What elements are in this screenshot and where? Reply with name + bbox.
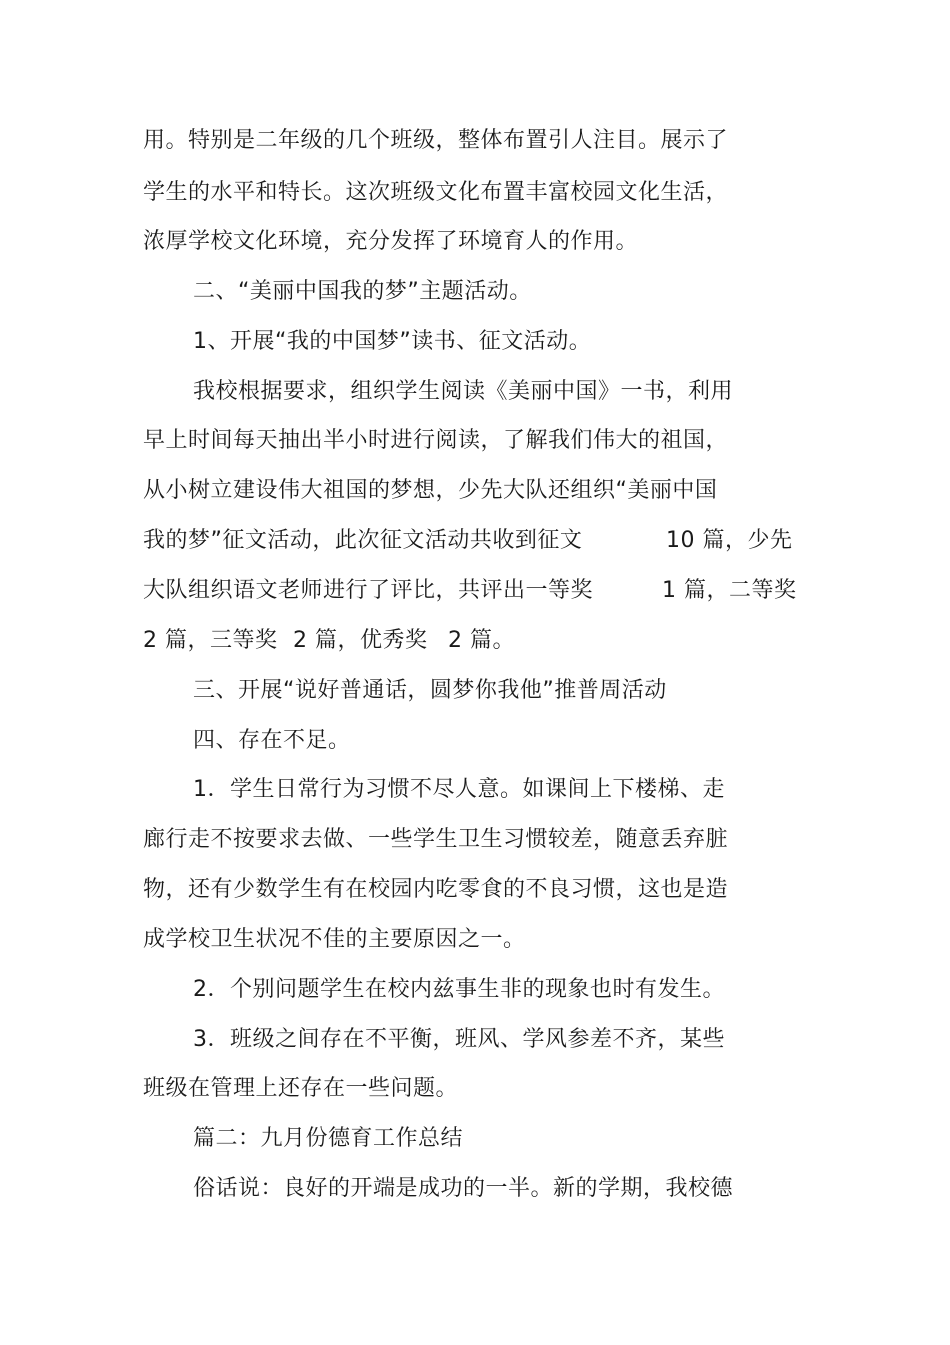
paragraph-line: 大队组织语文老师进行了评比，共评出一等奖 xyxy=(143,578,594,603)
paragraph-line: 我的梦”征文活动，此次征文活动共收到征文 xyxy=(143,528,583,553)
paragraph-line: 3．班级之间存在不平衡，班风、学风参差不齐，某些 xyxy=(193,1027,725,1052)
section-heading: 二、“美丽中国我的梦”主题活动。 xyxy=(193,279,532,304)
paragraph-line: 2．个别问题学生在校内兹事生非的现象也时有发生。 xyxy=(193,977,725,1002)
subsection-heading: 1、开展“我的中国梦”读书、征文活动。 xyxy=(193,329,592,354)
paragraph-line: 廊行走不按要求去做、一些学生卫生习惯较差，随意丢弃脏 xyxy=(143,827,729,852)
paragraph-line: 俗话说：良好的开端是成功的一半。新的学期，我校德 xyxy=(193,1176,734,1201)
paragraph-line: 用。特别是二年级的几个班级，整体布置引人注目。展示了 xyxy=(143,128,729,153)
paragraph-line: 学生的水平和特长。这次班级文化布置丰富校园文化生活， xyxy=(143,180,729,205)
award-count-text: 1 篇，二等奖 xyxy=(662,578,797,603)
award-count-text: 2 篇，三等奖 xyxy=(143,628,278,653)
section-heading: 四、存在不足。 xyxy=(193,728,351,753)
paragraph-line: 物，还有少数学生有在校园内吃零食的不良习惯，这也是造 xyxy=(143,877,729,902)
paragraph-line: 浓厚学校文化环境，充分发挥了环境育人的作用。 xyxy=(143,229,639,254)
paragraph-line: 从小树立建设伟大祖国的梦想，少先大队还组织“美丽中国 xyxy=(143,478,718,503)
paragraph-line: 成学校卫生状况不佳的主要原因之一。 xyxy=(143,927,526,952)
article-title: 篇二：九月份德育工作总结 xyxy=(193,1126,464,1151)
paragraph-line: 早上时间每天抽出半小时进行阅读，了解我们伟大的祖国， xyxy=(143,428,729,453)
essay-count-text: 10 篇，少先 xyxy=(666,528,793,553)
award-count-text: 2 篇。 xyxy=(448,628,515,653)
section-heading: 三、开展“说好普通话，圆梦你我他”推普周活动 xyxy=(193,678,667,703)
paragraph-line: 我校根据要求，组织学生阅读《美丽中国》一书，利用 xyxy=(193,379,734,404)
award-count-text: 2 篇，优秀奖 xyxy=(293,628,428,653)
paragraph-line: 班级在管理上还存在一些问题。 xyxy=(143,1076,459,1101)
paragraph-line: 1．学生日常行为习惯不尽人意。如课间上下楼梯、走 xyxy=(193,777,725,802)
